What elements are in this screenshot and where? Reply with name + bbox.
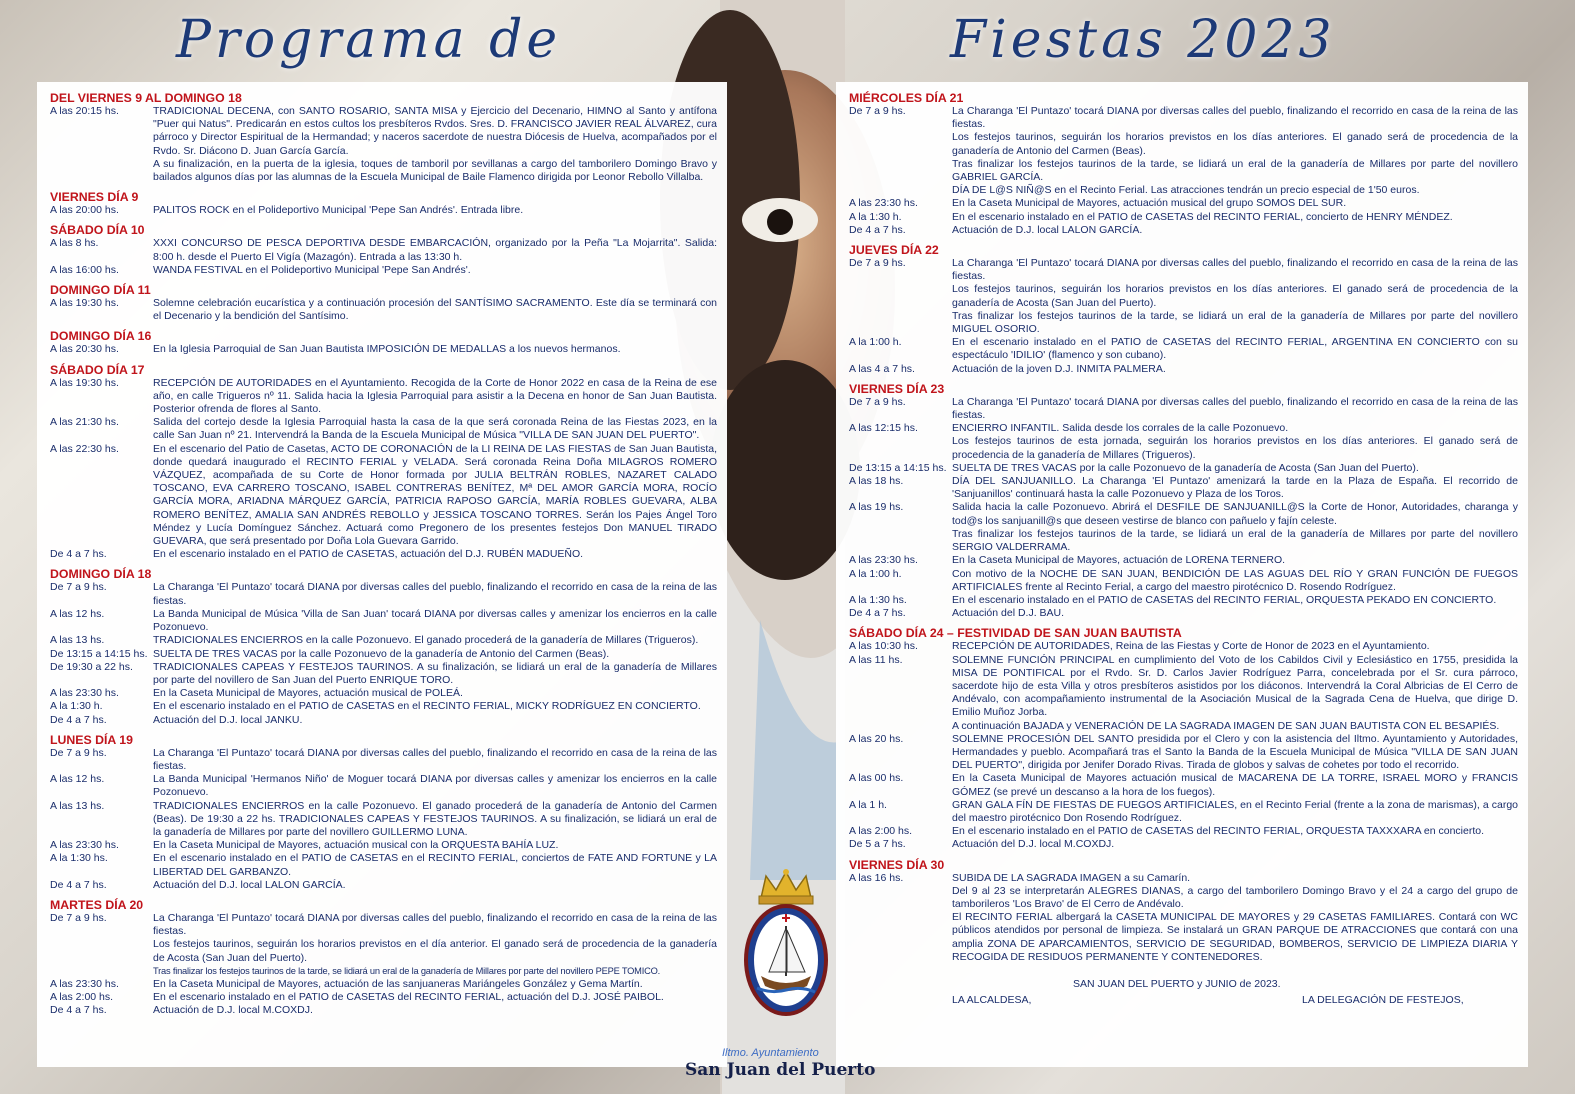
event-description: TRADICIONALES CAPEAS Y FESTEJOS TAURINOS. A su finalización, se lidiará un eral de la ganadería de Millares por parte del novillero de San Juan del Puerto ENRIQUE TORO. (153, 660, 717, 686)
event-description: Del 9 al 23 se interpretarán ALEGRES DIANAS, a cargo del tamborilero Domingo Bravo y el 24 a cargo del grupo de tamborileros 'Los Bravo' de El Cerro de Andévalo. (952, 884, 1518, 910)
event-row (50, 773, 717, 799)
event-description: Solemne celebración eucarística y a continuación procesión del SANTÍSIMO SACRAMENTO. Este día se terminará con el Decenario y la bendición del Santísimo. (153, 297, 717, 323)
event-row (849, 885, 1518, 911)
event-description: Los festejos taurinos, seguirán los horarios previstos en los días anteriores. El ganado será de procedencia de la ganadería de Acosta (San Juan del Puerto). (952, 283, 1518, 309)
event-row (849, 640, 1518, 653)
event-time: A las 2:00 hs. (849, 825, 913, 838)
day-heading: JUEVES DÍA 22 (849, 243, 939, 258)
event-row (849, 462, 1518, 475)
mayor-signature-label: LA ALCALDESA, (952, 994, 1032, 1007)
event-time: De 13:15 a 14:15 hs. (849, 461, 947, 474)
event-description: La Charanga 'El Puntazo' tocará DIANA por diversas calles del pueblo, finalizando el recorrido en casa de la reina de las fiestas. (952, 257, 1518, 283)
event-time: De 7 a 9 hs. (849, 105, 906, 117)
event-description: La Banda Municipal 'Hermanos Niño' de Moguer tocará DIANA por diversas calles y amenizar los encierros en la calle Pozonuevo. (153, 773, 717, 799)
event-row (50, 714, 717, 727)
event-description: Tras finalizar los festejos taurinos de la tarde, se lidiará un eral de la ganadería de Millares por parte del novillero SERGIO VALDERRAMA. (952, 527, 1518, 554)
day-heading: DOMINGO DÍA 16 (50, 329, 152, 344)
event-time: A la 1:00 h. (849, 336, 902, 349)
event-row (50, 991, 717, 1004)
event-time: A la 1:30 hs. (50, 852, 108, 865)
event-row (50, 343, 717, 356)
event-time: A las 16:00 hs. (50, 263, 119, 276)
event-time: A las 19:30 hs. (50, 376, 119, 389)
event-time: A las 23:30 hs. (849, 554, 918, 567)
event-description: En el escenario instalado en el PATIO de CASETAS en el RECINTO FERIAL, MICKY RODRÍGUEZ EN CONCIERTO. (153, 700, 701, 713)
event-row (849, 501, 1518, 527)
event-row (50, 581, 717, 607)
event-row (849, 475, 1518, 501)
event-description: En la Caseta Municipal de Mayores, actuación de LORENA TERNERO. (952, 554, 1286, 567)
event-description: En la Caseta Municipal de Mayores, actuación de las sanjuaneras Mariángeles González y Gema Martín. (153, 977, 643, 990)
event-description: Salida hacia la calle Pozonuevo. Abrirá el DESFILE DE SANJUANILL@S la Corte de Honor, Autoridades, charanga y tod@s los sanjuanill@s que deseen vestirse de blanco con pañuelo y fajín celeste. (952, 501, 1518, 527)
event-description: SUELTA DE TRES VACAS por la calle Pozonuevo de la ganadería de Acosta (San Juan del Puerto). (952, 461, 1419, 474)
day-heading: VIERNES DÍA 9 (50, 190, 139, 205)
event-time: De 7 a 9 hs. (50, 581, 107, 594)
event-description: Los festejos taurinos, seguirán los horarios previstos en el día anterior. El ganado será de procedencia de la ganadería de Acosta (San Juan del Puerto). (153, 938, 717, 964)
event-description: En el escenario instalado en el PATIO de CASETAS del RECINTO FERIAL, concierto de HENRY MÉNDEZ. (952, 210, 1453, 223)
event-time: A la 1:30 h. (849, 210, 902, 223)
day-heading: MARTES DÍA 20 (50, 897, 144, 912)
event-description: TRADICIONALES ENCIERROS en la calle Pozonuevo. El ganado procederá de la ganadería de Millares (Trigueros). (153, 634, 699, 647)
event-time: A las 23:30 hs. (50, 839, 119, 852)
event-row (50, 747, 717, 773)
event-description: En el escenario instalado en el PATIO de CASETAS del RECINTO FERIAL, ORQUESTA PEKADO EN CONCIERTO. (952, 593, 1497, 606)
event-description: Los festejos taurinos, seguirán los horarios previstos en los días anteriores. El ganado será de procedencia de la ganadería de Antonio del Carmen (Beas). (952, 131, 1518, 157)
event-time: A las 11 hs. (849, 653, 903, 666)
event-time: A las 19:30 hs. (50, 297, 119, 310)
festivities-signature-label: LA DELEGACIÓN DE FESTEJOS, (1302, 994, 1464, 1007)
day-heading: SÁBADO DÍA 10 (50, 223, 145, 238)
event-time: A las 12 hs. (50, 607, 105, 620)
event-time: De 19:30 a 22 hs. (50, 660, 133, 673)
event-row (50, 237, 717, 263)
event-description: A continuación BAJADA y VENERACIÓN DE LA SAGRADA IMAGEN DE SAN JUAN BAUTISTA CON EL BESAPIÉS. (952, 719, 1500, 732)
event-time: A las 23:30 hs. (50, 977, 119, 990)
event-description: SUBIDA DE LA SAGRADA IMAGEN a su Camarín. (952, 871, 1191, 884)
event-description: En la Caseta Municipal de Mayores, actuación musical de POLEÁ. (153, 687, 463, 700)
event-row (849, 872, 1518, 885)
day-heading: VIERNES DÍA 23 (849, 381, 945, 396)
event-row (50, 634, 717, 647)
event-row (849, 554, 1518, 567)
event-time: A las 00 hs. (849, 772, 904, 785)
event-row (50, 204, 717, 217)
event-description: El RECINTO FERIAL albergará la CASETA MUNICIPAL DE MAYORES y 29 CASETAS FAMILIARES. Contará con WC públicos atendidos por personal de limpieza. Se instalará un GRAN PARQUE DE ATRACCIONES que contará con una amplia ZONA DE APARCAMIENTOS, SERVICIO DE SEGURIDAD, BOMBEROS, SERVICIO DE LIMPIEZA DIARIA Y RECOGIDA DE RESIDUOS PERMANENTE Y CONTENEDORES. (952, 911, 1518, 963)
event-row (50, 661, 717, 687)
event-description: La Charanga 'El Puntazo' tocará DIANA por diversas calles del pueblo, finalizando el recorrido en casa de la reina de las fiestas. (952, 105, 1518, 131)
event-description: XXXI CONCURSO DE PESCA DEPORTIVA DESDE EMBARCACIÓN, organizado por la Peña "La Mojarrita". Salida: 8:00 h. desde el Puerto El Vigía (Mazagón). Entrada a las 13:30 h. (153, 237, 717, 263)
day-heading: SÁBADO DÍA 24 – FESTIVIDAD DE SAN JUAN BAUTISTA (849, 626, 1182, 641)
event-description: WANDA FESTIVAL en el Polideportivo Municipal 'Pepe San Andrés'. (153, 263, 471, 276)
event-row (849, 396, 1518, 422)
event-description: SOLEMNE FUNCIÓN PRINCIPAL en cumplimiento del Voto de los Cabildos Civil y Eclesiástico en 1755, presidida la MISA DE PONTIFICAL por el Rvdo. Sr. D. Carlos Javier Rodríguez Parra, concelebrada por el Sr. cura párroco, sacerdote hijo de esta Villa y otros presbíteros asistidos por los diáconos. Intervendrá la Coral Albricias de El Cerro de Andévalo, con acompañamiento instrumental de la Asociación Musical de la Sagrada Cena de Huelva, que dirige D. Emilio Muñoz Jorba. (952, 653, 1518, 719)
event-row (50, 852, 717, 878)
event-row (849, 911, 1518, 964)
event-time: De 13:15 a 14:15 hs. (50, 647, 148, 660)
event-description: RECEPCIÓN DE AUTORIDADES en el Ayuntamiento. Recogida de la Corte de Honor 2022 en casa de la Reina de ese año, en calle Trigueros nº 11. Salida hacia la Iglesia Parroquial para asistir a la Decena en honor de San Juan Bautista. Posterior ofrenda de flores al Santo. (153, 376, 717, 416)
event-row (50, 548, 717, 561)
event-row (50, 700, 717, 713)
event-row (849, 422, 1518, 435)
event-description: PALITOS ROCK en el Polideportivo Municipal 'Pepe San Andrés'. Entrada libre. (153, 204, 524, 217)
event-time: A la 1:30 h. (50, 700, 103, 713)
event-row (50, 297, 717, 323)
event-row (849, 197, 1518, 210)
event-description: Tras finalizar los festejos taurinos de la tarde, se lidiará un eral de la ganadería de Millares por parte del novillero MIGUEL OSORIO. (952, 309, 1518, 336)
event-description: Con motivo de la NOCHE DE SAN JUAN, BENDICIÓN DE LAS AGUAS DEL RÍO Y GRAN FUNCIÓN DE FUEGOS ARTIFICIALES frente al Recinto Ferial, a cargo del maestro pirotécnico D. Rosendo Rodríguez. (952, 567, 1518, 593)
city-council-name: San Juan del Puerto (685, 1060, 876, 1080)
event-description: DÍA DEL SANJUANILLO. La Charanga 'El Puntazo' amenizará la tarde en la Plaza de España. El recorrido de 'Sanjuanillos' continuará hasta la calle Pozonuevo y Plaza de los Toros. (952, 475, 1518, 501)
event-time: A la 1:30 hs. (849, 593, 907, 606)
event-description: La Charanga 'El Puntazo' tocará DIANA por diversas calles del pueblo, finalizando el recorrido en casa de la reina de las fiestas. (952, 395, 1518, 422)
event-row (849, 435, 1518, 461)
event-description: DÍA DE L@S NIÑ@S en el Recinto Ferial. Las atracciones tendrán un precio especial de 1'50 euros. (952, 184, 1420, 197)
event-row (50, 105, 717, 158)
event-time: A las 13 hs. (50, 799, 105, 812)
event-time: De 7 a 9 hs. (849, 395, 906, 408)
event-time: A las 8 hs. (50, 237, 99, 250)
event-description: En la Caseta Municipal de Mayores, actuación musical del grupo SOMOS DEL SUR. (952, 197, 1347, 210)
event-row (50, 443, 717, 549)
event-row (50, 416, 717, 442)
event-time: De 4 a 7 hs. (50, 878, 107, 891)
event-description: Salida del cortejo desde la Iglesia Parroquial hasta la casa de la que será coronada Reina de las Fiestas 2023, en la calle San Juan nº 21. Intervendrá la Banda de la Escuela Municipal de Música "VILLA DE SAN JUAN DEL PUERTO". (153, 416, 717, 442)
event-time: A las 13 hs. (50, 634, 105, 647)
event-row (50, 377, 717, 417)
event-description: ENCIERRO INFANTIL. Salida desde los corrales de la calle Pozonuevo. (952, 422, 1289, 435)
event-time: De 5 a 7 hs. (849, 838, 906, 851)
day-heading: DOMINGO DÍA 18 (50, 567, 152, 582)
event-time: A las 4 a 7 hs. (849, 362, 915, 375)
event-time: De 4 a 7 hs. (50, 713, 107, 726)
event-row (50, 648, 717, 661)
event-time: A las 22:30 hs. (50, 442, 119, 455)
event-row (849, 184, 1518, 197)
event-row (849, 336, 1518, 362)
event-row (50, 839, 717, 852)
event-row (849, 825, 1518, 838)
event-time: De 4 a 7 hs. (849, 223, 906, 236)
event-row (849, 211, 1518, 224)
event-row (849, 283, 1518, 309)
event-description: Actuación del D.J. local JANKU. (153, 713, 303, 726)
event-time: A las 18 hs. (849, 475, 904, 488)
event-time: A las 20:00 hs. (50, 204, 119, 217)
event-time: A la 1 h. (849, 798, 887, 811)
day-heading: LUNES DÍA 19 (50, 732, 133, 747)
event-row (50, 879, 717, 892)
event-row (50, 978, 717, 991)
event-description: En el escenario instalado en el PATIO de CASETAS del RECINTO FERIAL, ORQUESTA TAXXXARA en concierto. (952, 825, 1485, 838)
event-time: De 4 a 7 hs. (50, 548, 107, 561)
event-description: Los festejos taurinos de esta jornada, seguirán los horarios previstos en los días anteriores. El ganado será de procedencia de la ganadería de Millares (Trigueros). (952, 435, 1518, 461)
event-time: A las 2:00 hs. (50, 991, 114, 1004)
event-description: A su finalización, en la puerta de la iglesia, toques de tamboril por sevillanas a cargo del tamborilero Domingo Bravo y bailados algunos días por las alumnas de la Escuela Municipal de Baile Flamenco dirigida por Leonor Rebollo Villalba. (153, 157, 717, 184)
event-row (50, 1004, 717, 1017)
event-time: A las 20:15 hs. (50, 105, 119, 117)
event-description: Actuación de la joven D.J. INMITA PALMERA. (952, 362, 1166, 375)
event-row (849, 568, 1518, 594)
event-description: Actuación del D.J. local M.COXDJ. (952, 838, 1115, 851)
event-row (849, 158, 1518, 184)
event-time: De 4 a 7 hs. (50, 1004, 107, 1017)
event-time: De 7 a 9 hs. (50, 911, 107, 924)
event-description: La Charanga 'El Puntazo' tocará DIANA por diversas calles del pueblo, finalizando el recorrido en casa de la reina de las fiestas. (153, 911, 717, 938)
event-row (849, 838, 1518, 851)
event-description: Actuación del D.J. BAU. (952, 607, 1065, 620)
event-description: Actuación del D.J. local LALON GARCÍA. (153, 878, 346, 891)
event-row (50, 687, 717, 700)
day-heading: MIÉRCOLES DÍA 21 (849, 91, 964, 105)
event-description: TRADICIONAL DECENA, con SANTO ROSARIO, SANTA MISA y Ejercicio del Decenario, HIMNO al Santo y antífona "Puer qui Natus". Predicarán en estos cultos los presbíteros Rvdos. Sres. D. FRANCISCO JAVIER REAL ÁLVAREZ, cura párroco y Director Espiritual de la Hermandad; y naceros sacerdote de nuestra Diócesis de Huelva, acompañados por el Rvdo. Sr. Diácono D. Juan García García. (153, 105, 717, 157)
day-heading: VIERNES DÍA 30 (849, 857, 945, 872)
event-description: GRAN GALA FÍN DE FIESTAS DE FUEGOS ARTIFICIALES, en el Recinto Ferial (frente a la zona de marismas), a cargo del maestro pirotécnico Don Rosendo Rodríguez. (952, 798, 1518, 824)
event-row (849, 607, 1518, 620)
event-description: En la Caseta Municipal de Mayores actuación musical de MACARENA DE LA TORRE, ISRAEL MORO y FRANCIS GÓMEZ (se prevé un descanso a la hora de los fuegos). (952, 772, 1518, 798)
coat-of-arms-icon (741, 868, 831, 1018)
event-row (849, 799, 1518, 825)
event-description: La Banda Municipal de Música 'Villa de San Juan' tocará DIANA por diversas calles y amenizar los encierros en la calle Pozonuevo. (153, 607, 717, 634)
event-description: Actuación de D.J. local LALON GARCÍA. (952, 223, 1143, 236)
event-row (849, 224, 1518, 237)
event-description: SUELTA DE TRES VACAS por la calle Pozonuevo de la ganadería de Antonio del Carmen (Beas). (153, 647, 610, 660)
event-time: A las 10:30 hs. (849, 640, 918, 653)
event-time: A las 12 hs. (50, 773, 105, 786)
event-description: En la Caseta Municipal de Mayores, actuación musical con la ORQUESTA BAHÍA LUZ. (153, 839, 559, 852)
event-description: SOLEMNE PROCESIÓN DEL SANTO presidida por el Clero y con la asistencia del Iltmo. Ayuntamiento y Autoridades, Hermandades y pueblo. Acompañará tras el Santo la Banda de la Escuela Municipal de Música "VILLA DE SAN JUAN DEL PUERTO", dirigida por Jenifer Dorado Rivas. Tirada de globos y salvas de cohetes por todo el recorrido. (952, 732, 1518, 772)
city-date: SAN JUAN DEL PUERTO y JUNIO de 2023. (1073, 977, 1281, 990)
event-description: En la Iglesia Parroquial de San Juan Bautista IMPOSICIÓN DE MEDALLAS a los nuevos hermanos. (153, 343, 621, 356)
city-council-label: Iltmo. Ayuntamiento (722, 1047, 819, 1059)
day-heading: DOMINGO DÍA 11 (50, 283, 151, 298)
title-left: Programa de (176, 10, 562, 70)
title-right: Fiestas 2023 (950, 10, 1336, 70)
event-row (849, 310, 1518, 336)
event-row (849, 105, 1518, 131)
event-description: En el escenario instalado en el PATIO de CASETAS, actuación del D.J. RUBÉN MADUEÑO. (153, 548, 584, 561)
event-time: De 7 a 9 hs. (849, 257, 906, 270)
day-heading: SÁBADO DÍA 17 (50, 362, 145, 377)
event-row (849, 528, 1518, 554)
program-column-right (836, 82, 1528, 1067)
event-description: Actuación de D.J. local M.COXDJ. (153, 1004, 313, 1017)
program-column-left (37, 82, 727, 1067)
event-row (50, 912, 717, 938)
event-time: A las 23:30 hs. (849, 197, 918, 210)
event-row (849, 131, 1518, 157)
event-description: Tras finalizar los festejos taurinos de la tarde, se lidiará un eral de la ganadería de Millares por parte del novillero GABRIEL GARCÍA. (952, 157, 1518, 184)
event-row (849, 772, 1518, 798)
event-row (849, 594, 1518, 607)
event-row (849, 257, 1518, 283)
signature-block (849, 978, 1518, 1007)
event-row (849, 654, 1518, 720)
event-description: TRADICIONALES ENCIERROS en la calle Pozonuevo. El ganado procederá de la ganadería de Antonio del Carmen (Beas). De 19:30 a 22 hs. TRADICIONALES CAPEAS Y FESTEJOS TAURINOS. A su finalización, se lidiará un eral de la ganadería de Millares por parte del novillero GUILLERMO LUNA. (153, 799, 717, 838)
event-time: De 4 a 7 hs. (849, 607, 906, 620)
event-time: A las 19 hs. (849, 501, 904, 514)
event-row (50, 608, 717, 634)
event-description: La Charanga 'El Puntazo' tocará DIANA por diversas calles del pueblo, finalizando el recorrido en casa de la reina de las fiestas. (153, 581, 717, 607)
event-row (849, 733, 1518, 773)
event-row (50, 800, 717, 840)
event-description: En el escenario instalado en el PATIO de CASETAS del RECINTO FERIAL, ARGENTINA EN CONCIERTO con su espectáculo 'IDILIO' (flamenco y son cubano). (952, 336, 1518, 362)
event-time: A las 16 hs. (849, 871, 904, 884)
event-row (50, 938, 717, 964)
event-row (849, 720, 1518, 733)
event-row (849, 363, 1518, 376)
event-row (50, 158, 717, 184)
event-time: A las 12:15 hs. (849, 422, 918, 435)
event-description: En el escenario instalado en el PATIO de CASETAS en el RECINTO FERIAL, conciertos de FATE AND FORTUNE y LA LIBERTAD DEL GARBANZO. (153, 852, 717, 878)
event-row (50, 264, 717, 277)
day-heading: DEL VIERNES 9 AL DOMINGO 18 (50, 91, 242, 105)
event-description: La Charanga 'El Puntazo' tocará DIANA por diversas calles del pueblo, finalizando el recorrido en casa de la reina de las fiestas. (153, 746, 717, 772)
event-row (50, 965, 717, 978)
event-time: De 7 a 9 hs. (50, 746, 107, 759)
event-description: RECEPCIÓN DE AUTORIDADES, Reina de las Fiestas y Corte de Honor de 2023 en el Ayuntamiento. (952, 640, 1430, 653)
event-time: A las 23:30 hs. (50, 687, 119, 700)
event-time: A las 21:30 hs. (50, 416, 119, 429)
event-description: Tras finalizar los festejos taurinos de la tarde, se lidiará un eral de la ganadería de Millares por parte del novillero PEPE TOMICO. (153, 965, 661, 976)
event-description: En el escenario del Patio de Casetas, ACTO DE CORONACIÓN de la LI REINA DE LAS FIESTAS de San Juan Bautista, donde quedará inaugurado el RECINTO FERIAL y VELADA. Será coronada Reina Doña MILAGROS ROMERO VÁZQUEZ, acompañada de su Corte de Honor formada por JULIA BELTRÁN ROBLES, NAZARET CALADO TOSCANO, EVA CARRERO TOSCANO, ISABEL CONTRERAS BENÍTEZ, Mª DEL AMOR GARCÍA MORA, ROCÍO GARCÍA MORA, ARIADNA MÁRQUEZ GARCÍA, PATRICIA RAPOSO GARCÍA, MARÍA ROBLES GUEVARA, ALBA ROMERO BENÍTEZ, AMALIA SAN ANDRÉS REBOLLO y JESSICA TOSCANO TORRES. Serán los Pajes Ángel Toro Méndez y Lucía Domínguez Sánchez. Actuará como Pregonero de los presentes festejos Don MANUEL TIRADO GUEVARA, que será presentado por Doña Lola Guevara Garrido. (153, 442, 717, 548)
event-time: A la 1:00 h. (849, 567, 902, 580)
event-time: A las 20 hs. (849, 732, 904, 745)
event-description: En el escenario instalado en el PATIO de CASETAS del RECINTO FERIAL, actuación del D.J. JOSÉ PAIBOL. (153, 991, 664, 1004)
event-time: A las 20:30 hs. (50, 343, 119, 356)
